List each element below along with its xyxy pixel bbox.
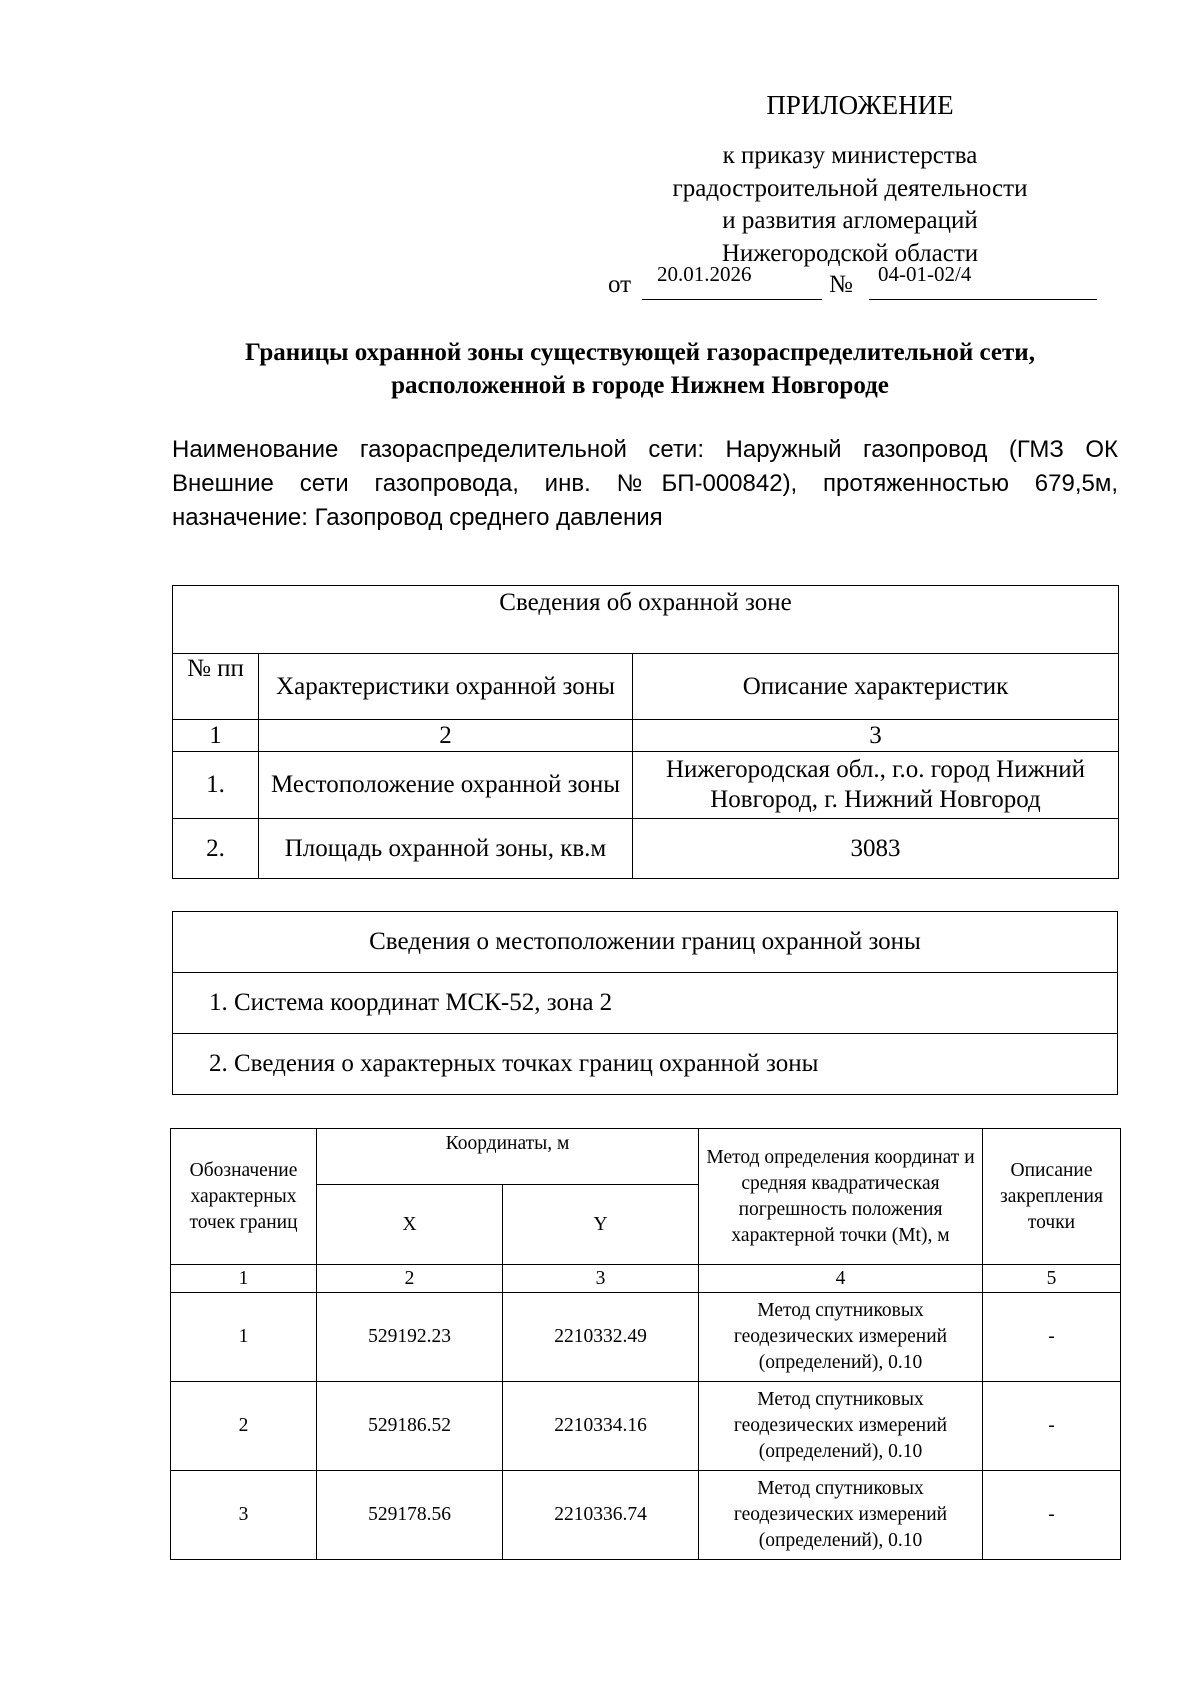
point-x: 529186.52 bbox=[317, 1382, 503, 1471]
column-number: 2 bbox=[259, 720, 633, 752]
boundary-location-table bbox=[172, 911, 1118, 1095]
row-description: 3083 bbox=[633, 819, 1119, 879]
boundary-points-item: 2. Сведения о характерных точках границ охранной зоны bbox=[173, 1034, 1118, 1095]
point-method: Метод спутниковых геодезических измерений (определений), 0.10 bbox=[699, 1382, 983, 1471]
point-id: 3 bbox=[171, 1471, 317, 1560]
table-row bbox=[171, 1382, 1121, 1471]
point-method: Метод спутниковых геодезических измерений (определений), 0.10 bbox=[699, 1471, 983, 1560]
table-row bbox=[171, 1293, 1121, 1382]
title-line-1: Границы охранной зоны существующей газораспределительной сети, bbox=[245, 339, 1035, 366]
coordinate-system-item: 1. Система координат МСК-52, зона 2 bbox=[173, 973, 1118, 1034]
header-characteristic: Характеристики охранной зоны bbox=[259, 654, 633, 720]
appendix-line: Нижегородской области bbox=[721, 239, 979, 267]
number-prefix: № bbox=[829, 271, 853, 298]
point-fixing: - bbox=[983, 1471, 1121, 1560]
header-designation: Обозначение характерных точек границ bbox=[171, 1129, 317, 1265]
column-number: 2 bbox=[317, 1265, 503, 1293]
point-y: 2210336.74 bbox=[503, 1471, 699, 1560]
appendix-reference bbox=[620, 140, 1080, 270]
order-date: 20.01.2026 bbox=[657, 262, 752, 286]
header-y: Y bbox=[503, 1185, 699, 1265]
row-number: 1. bbox=[173, 752, 259, 819]
appendix-line: градостроительной деятельности bbox=[672, 174, 1028, 202]
network-description: Наименование газораспределительной сети: Наружный газопровод (ГМЗ ОК Внешние сети газопровода, инв. №БП-000842), протяженностью 679,5м, назначение: Газопровод среднего давления bbox=[172, 436, 1118, 531]
point-y: 2210334.16 bbox=[503, 1382, 699, 1471]
row-characteristic: Площадь охранной зоны, кв.м bbox=[259, 819, 633, 879]
row-number: 2. bbox=[173, 819, 259, 879]
appendix-line: к приказу министерства bbox=[722, 142, 978, 169]
point-method: Метод спутниковых геодезических измерений (определений), 0.10 bbox=[699, 1293, 983, 1382]
point-x: 529178.56 bbox=[317, 1471, 503, 1560]
appendix-title: ПРИЛОЖЕНИЕ bbox=[766, 90, 954, 120]
document-title bbox=[160, 336, 1120, 402]
table-row bbox=[173, 752, 1119, 819]
point-id: 1 bbox=[171, 1293, 317, 1382]
header-coordinates: Координаты, м bbox=[317, 1129, 699, 1185]
row-characteristic: Местоположение охранной зоны bbox=[259, 752, 633, 819]
column-number: 1 bbox=[173, 720, 259, 752]
header-fixing: Описание закрепления точки bbox=[983, 1129, 1121, 1265]
point-x: 529192.23 bbox=[317, 1293, 503, 1382]
row-description: Нижегородская обл., г.о. город Нижний Новгород, г. Нижний Новгород bbox=[633, 752, 1119, 819]
location-table-caption: Сведения о местоположении границ охранной зоны bbox=[173, 912, 1118, 973]
header-x: X bbox=[317, 1185, 503, 1265]
date-underline bbox=[642, 299, 822, 300]
column-number: 4 bbox=[699, 1265, 983, 1293]
point-y: 2210332.49 bbox=[503, 1293, 699, 1382]
number-underline bbox=[869, 299, 1097, 300]
column-number: 1 bbox=[171, 1265, 317, 1293]
point-id: 2 bbox=[171, 1382, 317, 1471]
point-fixing: - bbox=[983, 1382, 1121, 1471]
boundary-points-table bbox=[170, 1128, 1121, 1560]
zone-table-caption: Сведения об охранной зоне bbox=[173, 586, 1119, 654]
appendix-line: и развития агломераций bbox=[722, 207, 978, 234]
header-number: № пп bbox=[173, 654, 259, 720]
title-line-2: расположенной в городе Нижнем Новгороде bbox=[391, 372, 889, 399]
column-number: 5 bbox=[983, 1265, 1121, 1293]
column-number: 3 bbox=[503, 1265, 699, 1293]
header-method: Метод определения координат и средняя квадратическая погрешность положения характерной точки (Mt), м bbox=[699, 1129, 983, 1265]
point-fixing: - bbox=[983, 1293, 1121, 1382]
table-row bbox=[171, 1471, 1121, 1560]
order-number: 04-01-02/4 bbox=[878, 262, 972, 286]
zone-info-table bbox=[172, 585, 1119, 879]
date-prefix: от bbox=[608, 271, 632, 298]
header-description: Описание характеристик bbox=[633, 654, 1119, 720]
table-row bbox=[173, 819, 1119, 879]
column-number: 3 bbox=[633, 720, 1119, 752]
